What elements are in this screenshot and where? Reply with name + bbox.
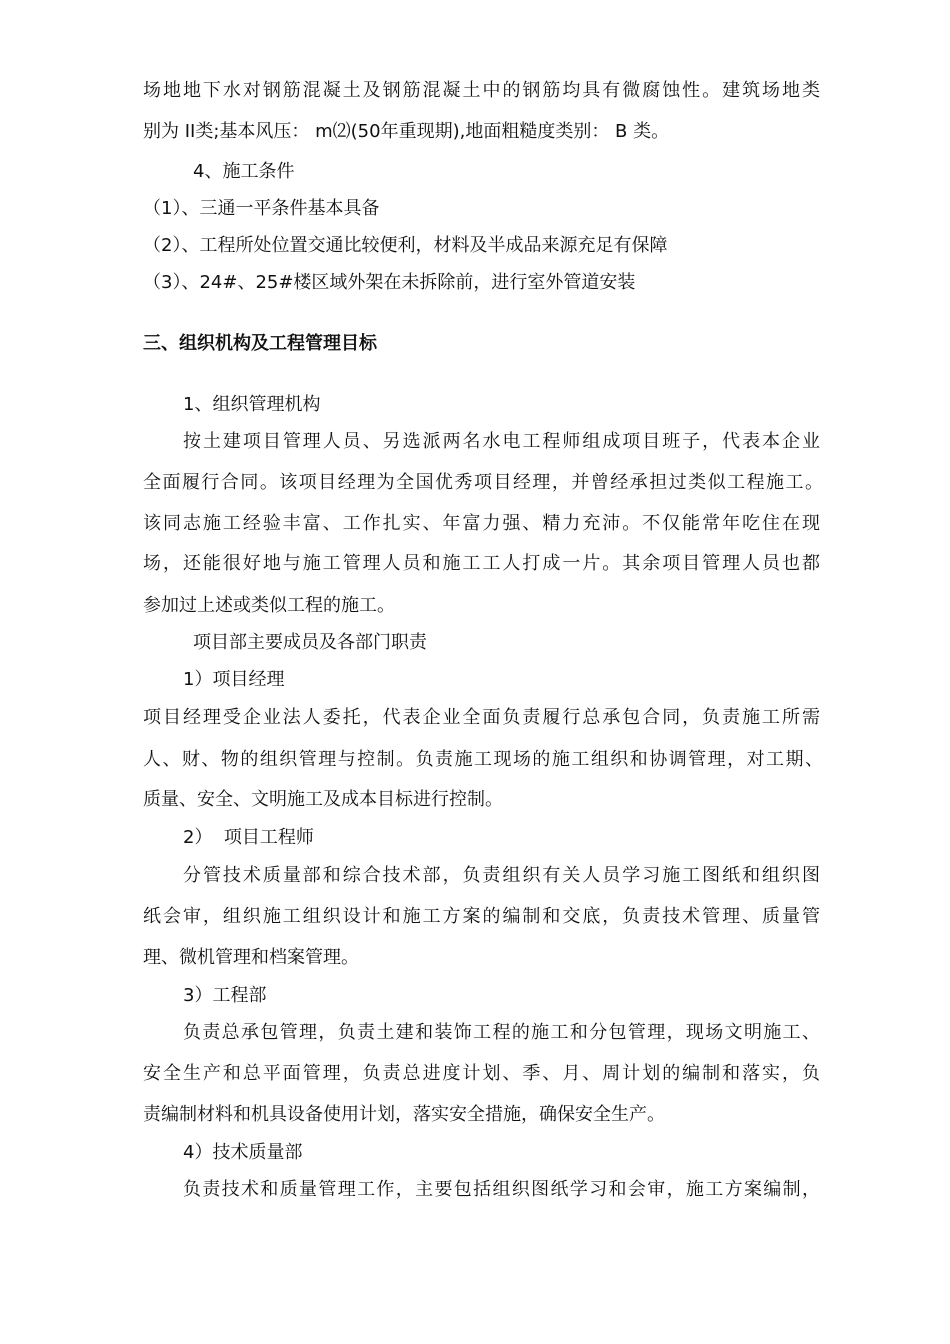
paragraph-line: 参加过上述或类似工程的施工。	[143, 595, 395, 616]
paragraph-line: 按土建项目管理人员、另选派两名水电工程师组成项目班子，代表本企业	[183, 431, 820, 452]
paragraph-line: 纸会审，组织施工组织设计和施工方案的编制和交底，负责技术管理、质量管	[143, 906, 820, 927]
paragraph-line: 全面履行合同。该项目经理为全国优秀项目经理，并曾经承担过类似工程施工。	[143, 472, 823, 493]
paragraph-line: 负责技术和质量管理工作，主要包括组织图纸学习和会审，施工方案编制，	[183, 1179, 820, 1200]
section-heading: 三、组织机构及工程管理目标	[143, 333, 377, 354]
subsection-heading: 项目部主要成员及各部门职责	[193, 632, 427, 653]
paragraph-line: 理、微机管理和档案管理。	[143, 947, 359, 968]
subsection-heading: 1）项目经理	[183, 669, 285, 690]
subsection-heading: 4）技术质量部	[183, 1142, 303, 1163]
paragraph-line: 项目经理受企业法人委托，代表企业全面负责履行总承包合同，负责施工所需	[143, 707, 820, 728]
list-item: （1）、三通一平条件基本具备	[143, 198, 380, 219]
paragraph-line: 场地地下水对钢筋混凝土及钢筋混凝土中的钢筋均具有微腐蚀性。建筑场地类	[143, 80, 820, 101]
paragraph-line: 责编制材料和机具设备使用计划，落实安全措施，确保安全生产。	[143, 1104, 665, 1125]
subsection-heading: 2） 项目工程师	[183, 827, 314, 848]
list-item: （3）、24#、25#楼区域外架在未拆除前，进行室外管道安装	[143, 272, 636, 293]
subsection-heading: 3）工程部	[183, 985, 267, 1006]
subsection-heading: 1、组织管理机构	[183, 394, 321, 415]
paragraph-line: 别为 II类;基本风压： m⑵(50年重现期),地面粗糙度类别： B 类。	[143, 121, 670, 142]
subsection-heading: 4、施工条件	[193, 161, 295, 182]
paragraph-line: 场，还能很好地与施工管理人员和施工工人打成一片。其余项目管理人员也都	[143, 553, 820, 574]
paragraph-line: 安全生产和总平面管理，负责总进度计划、季、月、周计划的编制和落实，负	[143, 1063, 820, 1084]
list-item: （2）、工程所处位置交通比较便利，材料及半成品来源充足有保障	[143, 235, 668, 256]
paragraph-line: 人、财、物的组织管理与控制。负责施工现场的施工组织和协调管理，对工期、	[143, 749, 823, 770]
paragraph-line: 该同志施工经验丰富、工作扎实、年富力强、精力充沛。不仅能常年吃住在现	[143, 513, 820, 534]
paragraph-line: 分管技术质量部和综合技术部，负责组织有关人员学习施工图纸和组织图	[183, 865, 820, 886]
paragraph-line: 质量、安全、文明施工及成本目标进行控制。	[143, 789, 503, 810]
paragraph-line: 负责总承包管理，负责土建和装饰工程的施工和分包管理，现场文明施工、	[183, 1022, 820, 1043]
